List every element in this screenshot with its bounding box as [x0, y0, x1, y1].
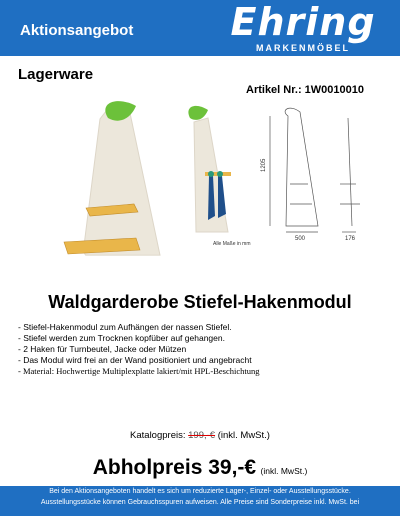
technical-drawing: [270, 108, 360, 232]
list-item: - 2 Haken für Turnbeutel, Jacke oder Mützen: [18, 344, 187, 354]
dim-width: 500: [295, 236, 306, 242]
footer-line: Bei den Aktionsangeboten handelt es sich um reduzierte Lager-, Einzel- oder Ausstellungsstücke.: [49, 488, 351, 495]
product-images: [0, 100, 400, 270]
article-number: Artikel Nr.: 1W0010010: [246, 84, 365, 96]
list-item: - Stiefel werden zum Trocknen kopfüber auf gehangen.: [18, 333, 225, 343]
catalog-price-line: [0, 430, 400, 441]
product-render-large: [64, 101, 160, 255]
list-item: - Stiefel-Hakenmodul zum Aufhängen der nassen Stiefel.: [18, 322, 232, 332]
dim-height: 1205: [261, 158, 267, 172]
footer-disclaimer: [0, 486, 400, 516]
catalog-note: (inkl. MwSt.): [217, 430, 270, 441]
offer-badge: Aktionsangebot: [20, 22, 134, 39]
list-item: - Material: Hochwertige Multiplexplatte lakiert/mit HPL-Beschichtung: [18, 366, 260, 376]
category-label: Lagerware: [18, 66, 94, 83]
header-bar: [0, 0, 400, 56]
leaf-icon: [188, 106, 208, 120]
catalog-label: Katalogpreis:: [130, 430, 186, 441]
dim-depth: 176: [345, 236, 356, 242]
product-title: Waldgarderobe Stiefel-Hakenmodul: [48, 292, 352, 312]
pickup-note: (inkl. MwSt.): [260, 466, 308, 476]
logo-tagline: MARKENMÖBEL: [256, 43, 350, 53]
product-render-small: [188, 106, 231, 232]
catalog-price: 199,-€: [188, 430, 216, 441]
feature-list: [18, 322, 259, 377]
pickup-price-line: [0, 456, 400, 480]
footer-line: Ausstellungsstücke können Gebrauchsspuren aufweisen. Alle Preise sind Sonderpreise inkl. MwSt. bei: [40, 499, 360, 506]
dimension-note: Alle Maße in mm: [213, 241, 251, 247]
brand-logo: [228, 0, 378, 53]
list-item: - Das Modul wird frei an der Wand positioniert und angebracht: [18, 355, 252, 365]
pickup-price: Abholpreis 39,-€: [92, 456, 257, 479]
logo-name: Ehring: [230, 0, 376, 44]
boot-icon: [218, 176, 226, 218]
